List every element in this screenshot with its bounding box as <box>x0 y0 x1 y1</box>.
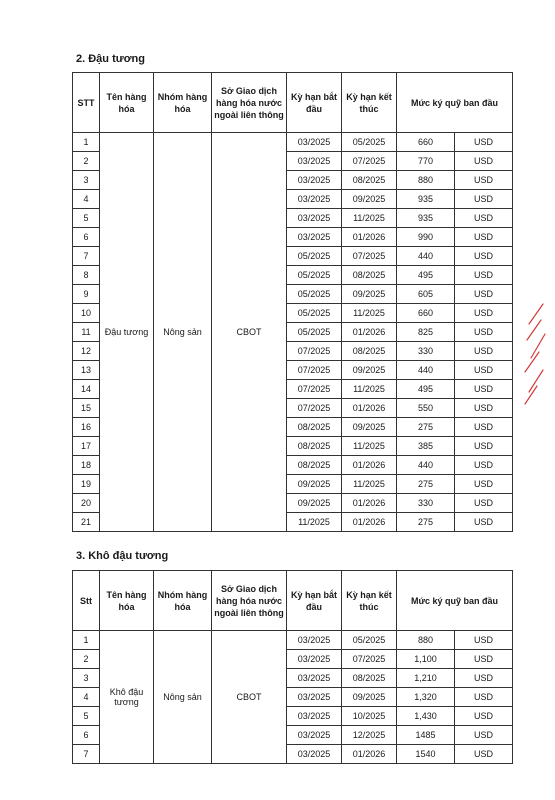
start-term-cell: 03/2025 <box>287 133 342 152</box>
start-term-cell: 03/2025 <box>287 152 342 171</box>
margin-amount-cell: 935 <box>397 209 455 228</box>
start-term-cell: 07/2025 <box>287 399 342 418</box>
row-number: 11 <box>73 323 100 342</box>
end-term-cell: 11/2025 <box>342 380 397 399</box>
currency-cell: USD <box>455 152 513 171</box>
end-term-cell: 09/2025 <box>342 418 397 437</box>
start-term-cell: 03/2025 <box>287 707 342 726</box>
header-stt: Stt <box>73 571 100 631</box>
margin-amount-cell: 440 <box>397 361 455 380</box>
end-term-cell: 10/2025 <box>342 707 397 726</box>
margin-amount-cell: 330 <box>397 494 455 513</box>
margin-amount-cell: 1,320 <box>397 688 455 707</box>
product-name-cell: Đậu tương <box>100 133 154 532</box>
end-term-cell: 07/2025 <box>342 152 397 171</box>
header-start-term: Kỳ hạn bắt đầu <box>287 571 342 631</box>
end-term-cell: 11/2025 <box>342 304 397 323</box>
end-term-cell: 01/2026 <box>342 513 397 532</box>
start-term-cell: 03/2025 <box>287 669 342 688</box>
row-number: 5 <box>73 209 100 228</box>
currency-cell: USD <box>455 171 513 190</box>
end-term-cell: 08/2025 <box>342 171 397 190</box>
header-exchange: Sở Giao dịch hàng hóa nước ngoài liên thông <box>212 73 287 133</box>
start-term-cell: 03/2025 <box>287 171 342 190</box>
soybean-margin-table <box>72 72 513 532</box>
end-term-cell: 08/2025 <box>342 342 397 361</box>
row-number: 3 <box>73 669 100 688</box>
start-term-cell: 03/2025 <box>287 650 342 669</box>
row-number: 6 <box>73 228 100 247</box>
currency-cell: USD <box>455 380 513 399</box>
margin-amount-cell: 935 <box>397 190 455 209</box>
start-term-cell: 07/2025 <box>287 361 342 380</box>
row-number: 18 <box>73 456 100 475</box>
currency-cell: USD <box>455 726 513 745</box>
row-number: 10 <box>73 304 100 323</box>
end-term-cell: 11/2025 <box>342 209 397 228</box>
margin-amount-cell: 825 <box>397 323 455 342</box>
currency-cell: USD <box>455 669 513 688</box>
row-number: 2 <box>73 152 100 171</box>
currency-cell: USD <box>455 342 513 361</box>
start-term-cell: 05/2025 <box>287 285 342 304</box>
start-term-cell: 05/2025 <box>287 247 342 266</box>
start-term-cell: 03/2025 <box>287 745 342 764</box>
product-name-cell: Khô đậu tương <box>100 631 154 764</box>
margin-amount-cell: 1,100 <box>397 650 455 669</box>
start-term-cell: 05/2025 <box>287 266 342 285</box>
margin-amount-cell: 440 <box>397 456 455 475</box>
start-term-cell: 03/2025 <box>287 228 342 247</box>
currency-cell: USD <box>455 228 513 247</box>
margin-amount-cell: 330 <box>397 342 455 361</box>
end-term-cell: 05/2025 <box>342 133 397 152</box>
currency-cell: USD <box>455 707 513 726</box>
start-term-cell: 08/2025 <box>287 437 342 456</box>
end-term-cell: 11/2025 <box>342 437 397 456</box>
currency-cell: USD <box>455 361 513 380</box>
row-number: 20 <box>73 494 100 513</box>
start-term-cell: 11/2025 <box>287 513 342 532</box>
margin-amount-cell: 275 <box>397 418 455 437</box>
header-product-group: Nhóm hàng hóa <box>154 73 212 133</box>
row-number: 13 <box>73 361 100 380</box>
end-term-cell: 01/2026 <box>342 323 397 342</box>
row-number: 7 <box>73 247 100 266</box>
header-exchange: Sở Giao dịch hàng hóa nước ngoài liên thông <box>212 571 287 631</box>
start-term-cell: 03/2025 <box>287 726 342 745</box>
margin-amount-cell: 660 <box>397 304 455 323</box>
table-row <box>73 631 513 650</box>
row-number: 15 <box>73 399 100 418</box>
currency-cell: USD <box>455 418 513 437</box>
margin-amount-cell: 275 <box>397 475 455 494</box>
margin-amount-cell: 660 <box>397 133 455 152</box>
row-number: 9 <box>73 285 100 304</box>
end-term-cell: 07/2025 <box>342 650 397 669</box>
row-number: 12 <box>73 342 100 361</box>
currency-cell: USD <box>455 631 513 650</box>
end-term-cell: 05/2025 <box>342 631 397 650</box>
margin-amount-cell: 385 <box>397 437 455 456</box>
end-term-cell: 09/2025 <box>342 688 397 707</box>
currency-cell: USD <box>455 688 513 707</box>
row-number: 2 <box>73 650 100 669</box>
margin-amount-cell: 1,210 <box>397 669 455 688</box>
header-end-term: Kỳ hạn kết thúc <box>342 73 397 133</box>
row-number: 4 <box>73 190 100 209</box>
table-row <box>73 133 513 152</box>
exchange-cell: CBOT <box>212 631 287 764</box>
row-number: 7 <box>73 745 100 764</box>
margin-amount-cell: 770 <box>397 152 455 171</box>
end-term-cell: 09/2025 <box>342 190 397 209</box>
currency-cell: USD <box>455 399 513 418</box>
margin-amount-cell: 1,430 <box>397 707 455 726</box>
margin-amount-cell: 495 <box>397 266 455 285</box>
start-term-cell: 07/2025 <box>287 342 342 361</box>
start-term-cell: 09/2025 <box>287 494 342 513</box>
start-term-cell: 08/2025 <box>287 418 342 437</box>
currency-cell: USD <box>455 437 513 456</box>
end-term-cell: 01/2026 <box>342 745 397 764</box>
start-term-cell: 05/2025 <box>287 304 342 323</box>
header-product-name: Tên hàng hóa <box>100 571 154 631</box>
row-number: 21 <box>73 513 100 532</box>
end-term-cell: 09/2025 <box>342 285 397 304</box>
start-term-cell: 09/2025 <box>287 475 342 494</box>
end-term-cell: 11/2025 <box>342 475 397 494</box>
margin-amount-cell: 880 <box>397 171 455 190</box>
row-number: 3 <box>73 171 100 190</box>
row-number: 1 <box>73 133 100 152</box>
row-number: 17 <box>73 437 100 456</box>
soybean-meal-margin-table <box>72 570 513 764</box>
header-product-name: Tên hàng hóa <box>100 73 154 133</box>
end-term-cell: 07/2025 <box>342 247 397 266</box>
section-3-heading: 3. Khô đậu tương <box>76 550 169 562</box>
row-number: 19 <box>73 475 100 494</box>
start-term-cell: 07/2025 <box>287 380 342 399</box>
currency-cell: USD <box>455 323 513 342</box>
currency-cell: USD <box>455 285 513 304</box>
margin-amount-cell: 990 <box>397 228 455 247</box>
currency-cell: USD <box>455 475 513 494</box>
currency-cell: USD <box>455 247 513 266</box>
row-number: 8 <box>73 266 100 285</box>
row-number: 1 <box>73 631 100 650</box>
start-term-cell: 03/2025 <box>287 688 342 707</box>
margin-amount-cell: 550 <box>397 399 455 418</box>
currency-cell: USD <box>455 745 513 764</box>
row-number: 4 <box>73 688 100 707</box>
product-group-cell: Nông sản <box>154 133 212 532</box>
margin-amount-cell: 440 <box>397 247 455 266</box>
end-term-cell: 01/2026 <box>342 494 397 513</box>
row-number: 5 <box>73 707 100 726</box>
currency-cell: USD <box>455 209 513 228</box>
product-group-cell: Nông sản <box>154 631 212 764</box>
currency-cell: USD <box>455 133 513 152</box>
currency-cell: USD <box>455 513 513 532</box>
header-start-term: Kỳ hạn bắt đầu <box>287 73 342 133</box>
red-stamp-mark-icon <box>521 300 549 410</box>
section-2-heading: 2. Đậu tương <box>76 53 145 65</box>
start-term-cell: 03/2025 <box>287 190 342 209</box>
margin-amount-cell: 605 <box>397 285 455 304</box>
end-term-cell: 01/2026 <box>342 456 397 475</box>
margin-amount-cell: 275 <box>397 513 455 532</box>
start-term-cell: 03/2025 <box>287 209 342 228</box>
end-term-cell: 01/2026 <box>342 228 397 247</box>
start-term-cell: 03/2025 <box>287 631 342 650</box>
row-number: 6 <box>73 726 100 745</box>
currency-cell: USD <box>455 190 513 209</box>
header-product-group: Nhóm hàng hóa <box>154 571 212 631</box>
margin-amount-cell: 1540 <box>397 745 455 764</box>
end-term-cell: 12/2025 <box>342 726 397 745</box>
margin-amount-cell: 1485 <box>397 726 455 745</box>
currency-cell: USD <box>455 494 513 513</box>
header-initial-margin: Mức ký quỹ ban đầu <box>397 571 513 631</box>
header-end-term: Kỳ hạn kết thúc <box>342 571 397 631</box>
currency-cell: USD <box>455 304 513 323</box>
row-number: 16 <box>73 418 100 437</box>
currency-cell: USD <box>455 266 513 285</box>
header-initial-margin: Mức ký quỹ ban đầu <box>397 73 513 133</box>
row-number: 14 <box>73 380 100 399</box>
margin-amount-cell: 880 <box>397 631 455 650</box>
end-term-cell: 08/2025 <box>342 669 397 688</box>
end-term-cell: 01/2026 <box>342 399 397 418</box>
currency-cell: USD <box>455 456 513 475</box>
currency-cell: USD <box>455 650 513 669</box>
start-term-cell: 05/2025 <box>287 323 342 342</box>
end-term-cell: 08/2025 <box>342 266 397 285</box>
end-term-cell: 09/2025 <box>342 361 397 380</box>
header-stt: STT <box>73 73 100 133</box>
margin-amount-cell: 495 <box>397 380 455 399</box>
exchange-cell: CBOT <box>212 133 287 532</box>
start-term-cell: 08/2025 <box>287 456 342 475</box>
